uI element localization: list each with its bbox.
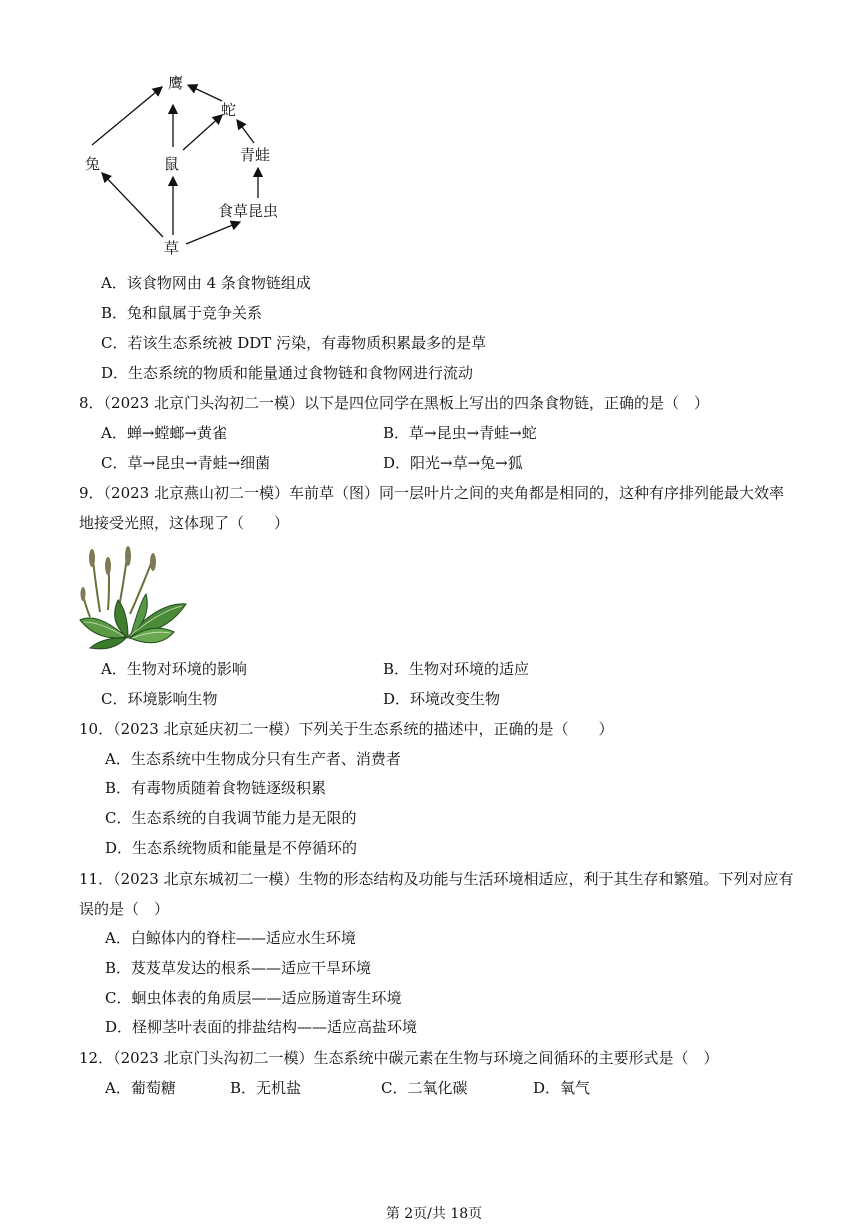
q8-option-a: A．蝉→螳螂→黄雀 bbox=[101, 424, 227, 442]
arrow-mouse-snake bbox=[183, 115, 222, 150]
q11-option-b: B．芨芨草发达的根系——适应干旱环境 bbox=[105, 959, 372, 977]
node-insect: 食草昆虫 bbox=[218, 202, 279, 220]
q12-option-d: D．氧气 bbox=[533, 1079, 591, 1097]
q12-stem: 12．（2023 北京门头沟初二一模）生态系统中碳元素在生物与环境之间循环的主要形式是（ ） bbox=[79, 1049, 719, 1067]
q9-option-a: A．生物对环境的影响 bbox=[101, 660, 247, 678]
page-footer: 第 2页/共 18页 bbox=[385, 1206, 483, 1222]
q12-option-c: C．二氧化碳 bbox=[381, 1079, 468, 1097]
arrow-frog-snake bbox=[237, 120, 254, 143]
q7-option-a: A．该食物网由 4 条食物链组成 bbox=[101, 274, 311, 292]
arrow-snake-hawk bbox=[188, 85, 222, 101]
q7-option-c: C．若该生态系统被 DDT 污染，有毒物质积累最多的是草 bbox=[101, 334, 487, 352]
q8-option-d: D．阳光→草→兔→狐 bbox=[383, 454, 523, 472]
q10-option-c: C．生态系统的自我调节能力是无限的 bbox=[105, 809, 357, 827]
q12-option-b: B．无机盐 bbox=[230, 1079, 302, 1097]
q7-option-b: B．兔和鼠属于竞争关系 bbox=[101, 304, 263, 322]
node-snake: 蛇 bbox=[221, 101, 237, 119]
node-hawk: 鹰 bbox=[168, 74, 184, 92]
arrow-grass-rabbit bbox=[102, 173, 163, 237]
q9-option-b: B．生物对环境的适应 bbox=[383, 660, 530, 678]
q11-option-a: A．白鲸体内的脊柱——适应水生环境 bbox=[105, 929, 356, 947]
q9-stem-line2: 地接受光照，这体现了（ ） bbox=[79, 514, 290, 532]
node-mouse: 鼠 bbox=[164, 155, 180, 173]
node-frog: 青蛙 bbox=[240, 146, 271, 164]
q8-option-c: C．草→昆虫→青蛙→细菌 bbox=[101, 454, 271, 472]
q10-option-b: B．有毒物质随着食物链逐级积累 bbox=[105, 779, 327, 797]
q9-option-c: C．环境影响生物 bbox=[101, 690, 218, 708]
plantain-illustration bbox=[78, 542, 188, 652]
node-grass: 草 bbox=[164, 239, 180, 257]
q9-stem-line1: 9．（2023 北京燕山初二一模）车前草（图）同一层叶片之间的夹角都是相同的，这种有序排列能最大效率 bbox=[79, 484, 784, 502]
q10-option-d: D．生态系统物质和能量是不停循环的 bbox=[105, 839, 358, 857]
node-rabbit: 兔 bbox=[85, 155, 101, 173]
q7-option-d: D．生态系统的物质和能量通过食物链和食物网进行流动 bbox=[101, 364, 474, 382]
q10-stem: 10．（2023 北京延庆初二一模）下列关于生态系统的描述中，正确的是（ ） bbox=[79, 720, 614, 738]
q10-option-a: A．生态系统中生物成分只有生产者、消费者 bbox=[105, 750, 401, 768]
food-web-diagram bbox=[70, 65, 310, 265]
q8-option-b: B．草→昆虫→青蛙→蛇 bbox=[383, 424, 537, 442]
arrow-rabbit-hawk bbox=[92, 87, 162, 145]
q11-option-c: C．蛔虫体表的角质层——适应肠道寄生环境 bbox=[105, 989, 402, 1007]
q9-option-d: D．环境改变生物 bbox=[383, 690, 501, 708]
q11-stem-line2: 误的是（ ） bbox=[79, 900, 170, 918]
q11-stem-line1: 11．（2023 北京东城初二一模）生物的形态结构及功能与生活环境相适应，利于其生存和繁殖。下列对应有 bbox=[79, 870, 794, 888]
q11-option-d: D．柽柳茎叶表面的排盐结构——适应高盐环境 bbox=[105, 1018, 418, 1036]
q12-option-a: A．葡萄糖 bbox=[105, 1079, 176, 1097]
arrow-grass-insect bbox=[186, 222, 240, 244]
q8-stem: 8．（2023 北京门头沟初二一模）以下是四位同学在黑板上写出的四条食物链，正确的是（ ） bbox=[79, 394, 709, 412]
